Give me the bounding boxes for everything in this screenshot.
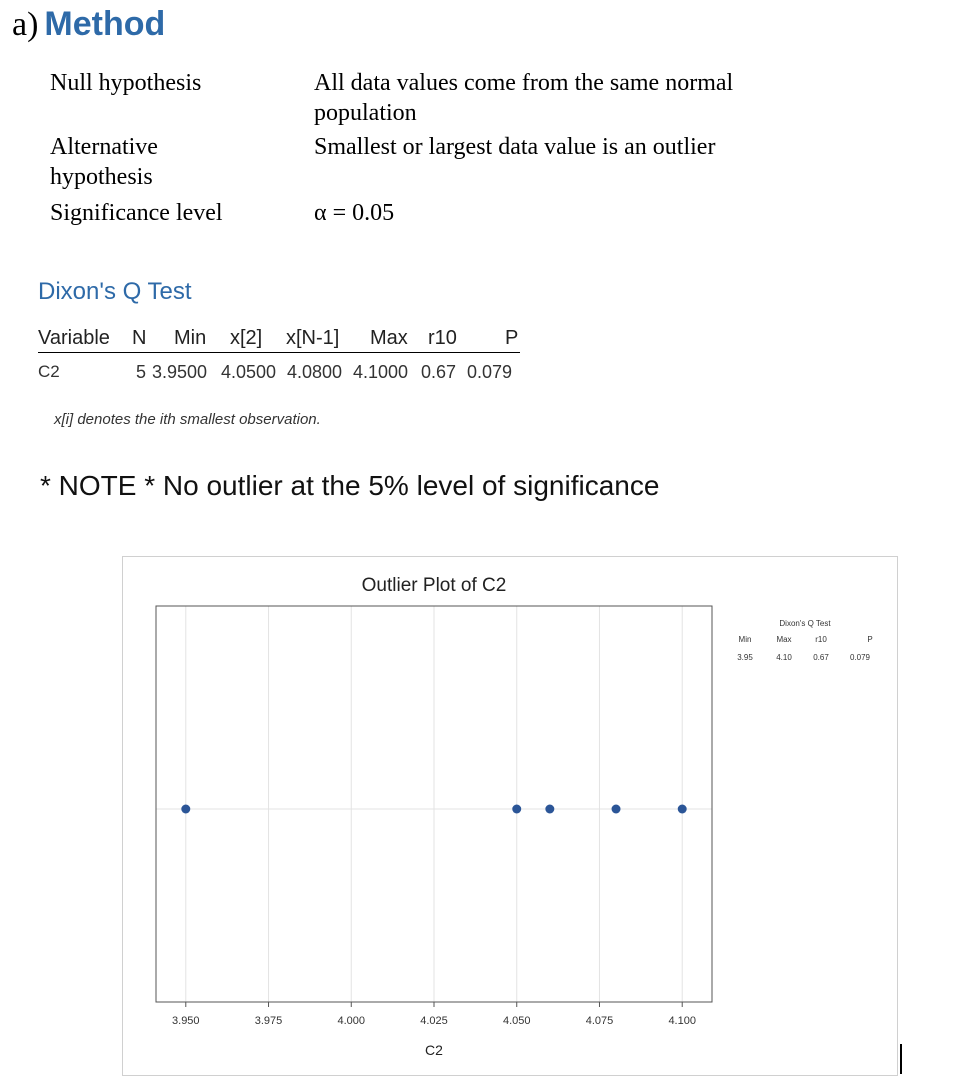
header-p: P xyxy=(505,327,519,349)
inset-header-3: P xyxy=(867,635,873,644)
chart-title: Outlier Plot of C2 xyxy=(361,575,507,596)
x-tick-label-2: 4.000 xyxy=(337,1015,366,1027)
text-cursor xyxy=(900,1044,902,1074)
section-prefix: a) xyxy=(12,6,39,43)
method-label-alternative: Alternative hypothesis xyxy=(50,134,158,190)
cell-p: 0.079 xyxy=(467,362,513,382)
method-value-alternative: Smallest or largest data value is an outlier xyxy=(314,134,716,160)
x-tick-label-1: 3.975 xyxy=(254,1015,283,1027)
inset-value-1: 4.10 xyxy=(776,653,792,662)
inset-header-0: Min xyxy=(738,635,752,644)
method-label-null: Null hypothesis xyxy=(50,70,202,96)
data-point-2 xyxy=(545,805,554,814)
x-tick-label-3: 4.025 xyxy=(420,1015,448,1027)
x-tick-label-5: 4.075 xyxy=(585,1015,614,1027)
inset-value-2: 0.67 xyxy=(813,653,829,662)
x-tick-label-6: 4.100 xyxy=(668,1015,696,1027)
header-max: Max xyxy=(370,327,408,349)
cell-xn-1: 4.0800 xyxy=(287,362,343,382)
data-point-3 xyxy=(612,805,621,814)
section-title: Method xyxy=(44,5,166,43)
inset-value-0: 3.95 xyxy=(737,653,753,662)
significance-note: * NOTE * No outlier at the 5% level of significance xyxy=(40,470,660,501)
x-tick-label-0: 3.950 xyxy=(172,1015,200,1027)
inset-header-1: Max xyxy=(776,635,792,644)
method-value-significance: α = 0.05 xyxy=(314,200,395,226)
header-xn-1: x[N-1] xyxy=(286,327,340,349)
table-footnote: x[i] denotes the ith smallest observation. xyxy=(54,411,321,428)
cell-min: 3.9500 xyxy=(152,362,208,382)
method-value-null: All data values come from the same normal population xyxy=(314,70,734,126)
cell-r10: 0.67 xyxy=(421,362,457,382)
cell-x2: 4.0500 xyxy=(221,362,277,382)
data-point-4 xyxy=(678,805,687,814)
x-tick-label-4: 4.050 xyxy=(502,1015,531,1027)
header-r10: r10 xyxy=(428,327,457,349)
header-variable: Variable xyxy=(38,327,110,349)
header-n: N xyxy=(132,327,147,349)
inset-value-3: 0.079 xyxy=(849,653,871,662)
inset-header-2: r10 xyxy=(815,635,827,644)
cell-n: 5 xyxy=(136,362,147,382)
header-x2: x[2] xyxy=(230,327,263,349)
header-min: Min xyxy=(174,327,207,349)
x-axis-label: C2 xyxy=(425,1042,443,1058)
cell-variable: C2 xyxy=(38,362,60,381)
dixon-test-title: Dixon's Q Test xyxy=(38,278,192,305)
method-label-significance: Significance level xyxy=(50,200,223,226)
inset-title: Dixon's Q Test xyxy=(779,619,831,628)
data-point-0 xyxy=(181,805,190,814)
data-point-1 xyxy=(512,805,521,814)
cell-max: 4.1000 xyxy=(353,362,409,382)
